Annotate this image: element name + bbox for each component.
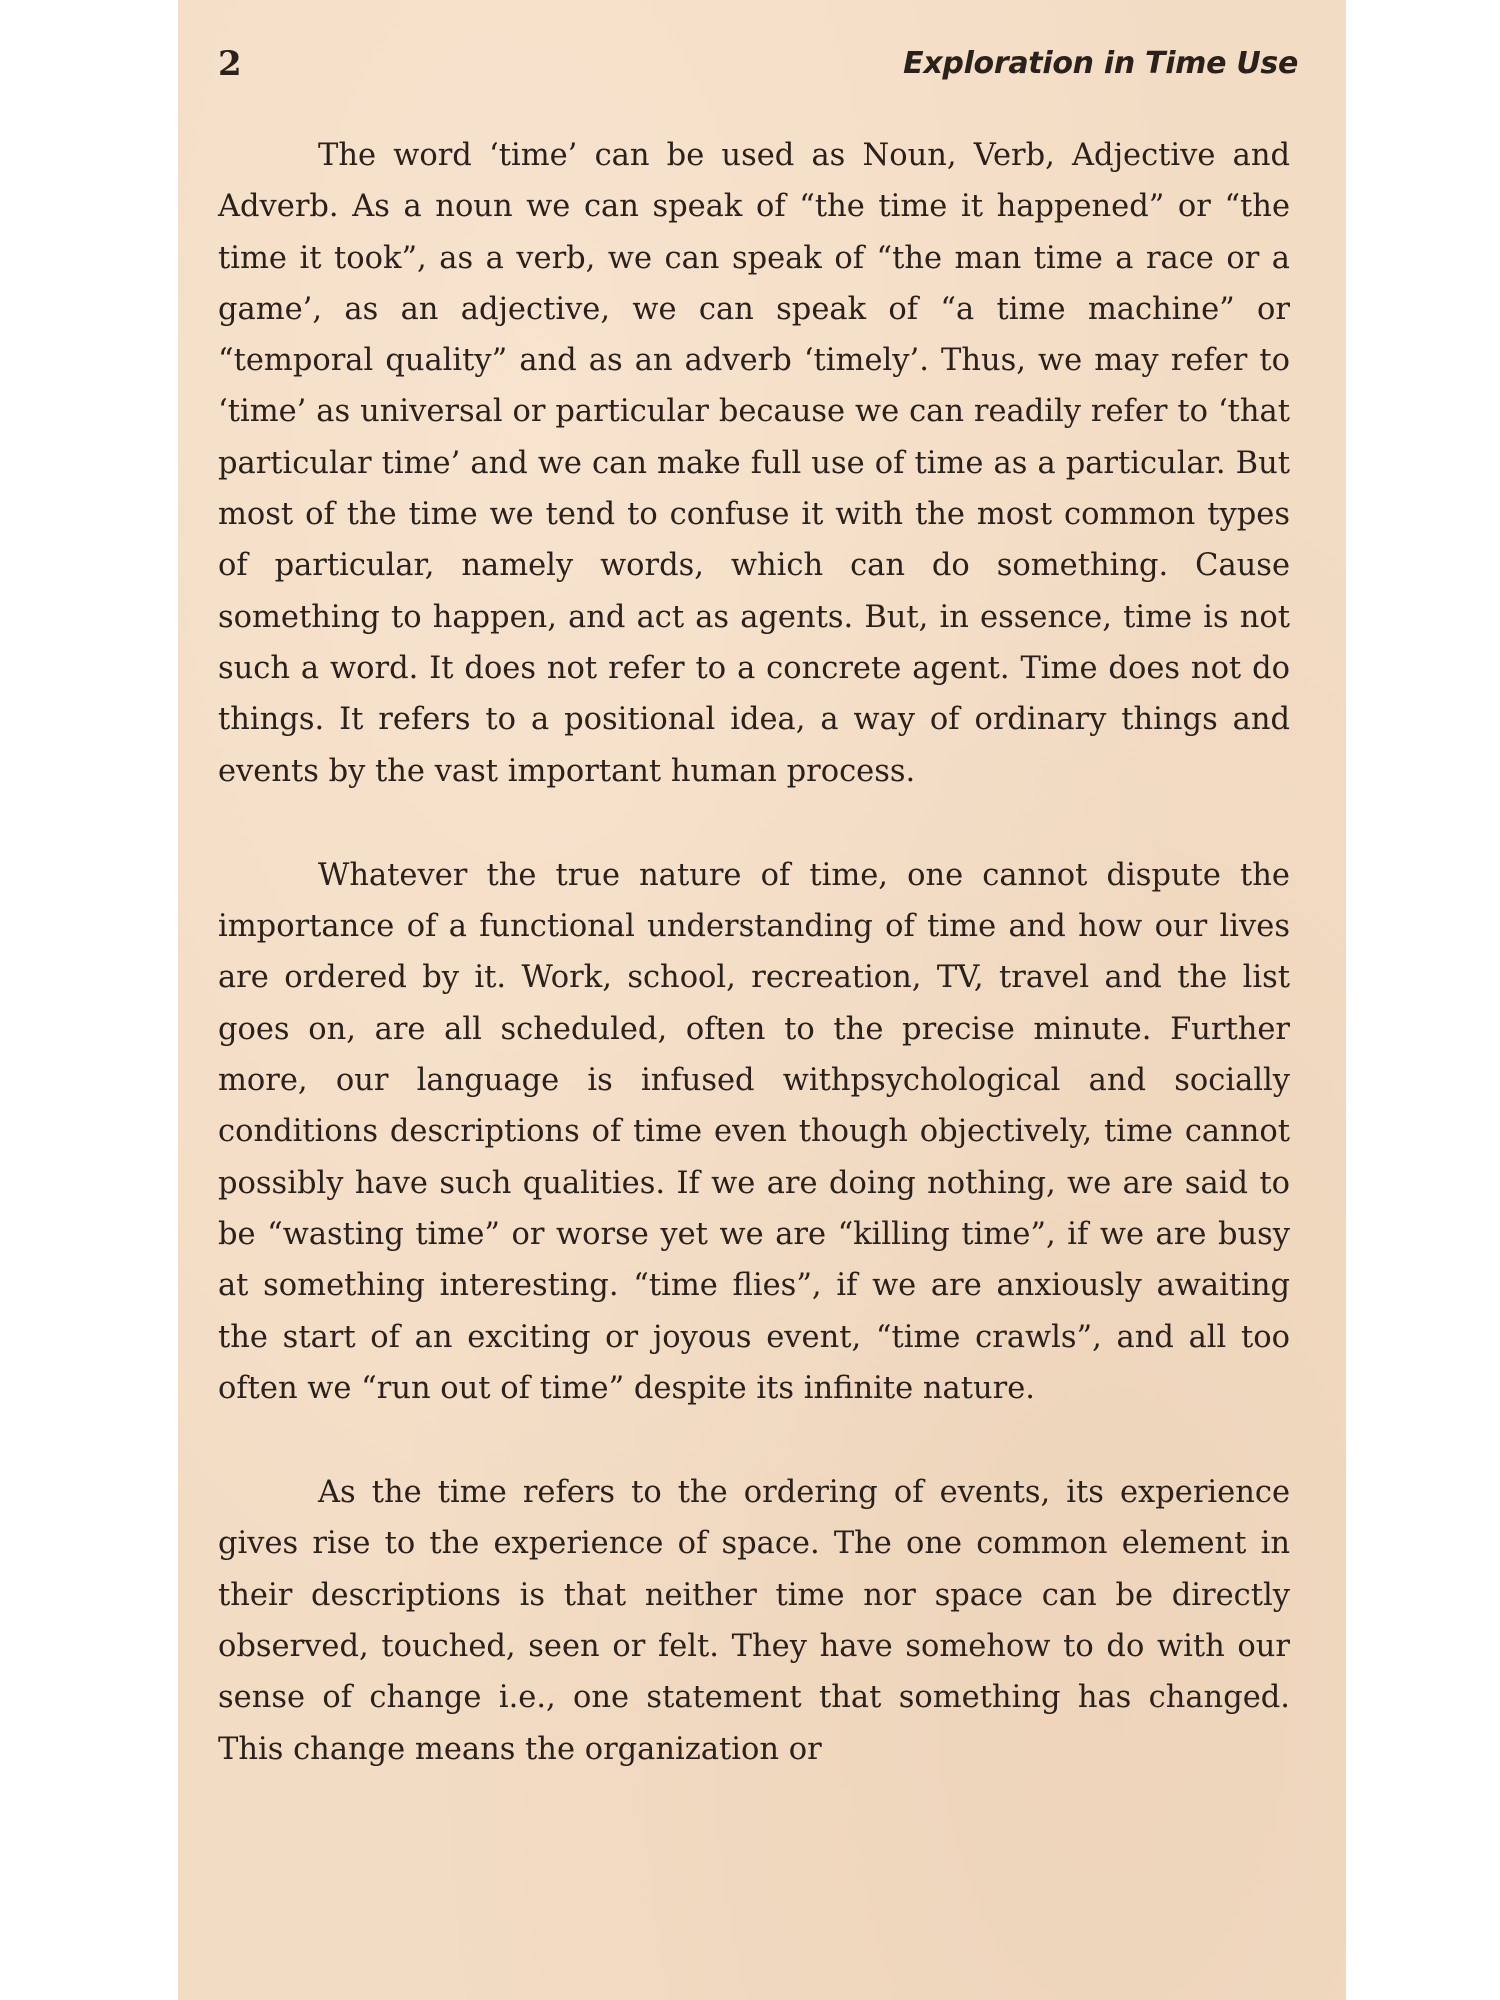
- paragraph-spacer: [218, 797, 1290, 850]
- page-header: [218, 44, 1298, 94]
- paragraph-spacer: [218, 1414, 1290, 1467]
- body-text: [218, 130, 1290, 1775]
- paragraph-3: As the time refers to the ordering of events, its experience gives rise to the experience of space. The one common element in their descriptions is that neither time nor space can be directly observed, touched, seen or felt. They have somehow to do with our sense of change i.e., one statement that something has changed. This change means the organization or: [218, 1475, 1290, 1767]
- book-page: [178, 0, 1346, 2000]
- paragraph-1: The word ‘time’ can be used as Noun, Verb, Adjective and Adverb. As a noun we can speak of “the time it happened” or “the time it took”, as a verb, we can speak of “the man time a race or a game’, as an adjective, we can speak of “a time machine” or “temporal quality” and as an adverb ‘timely’. Thus, we may refer to ‘time’ as universal or particular because we can readily refer to ‘that particular time’ and we can make full use of time as a particular. But most of the time we tend to confuse it with the most common types of particular, namely words, which can do something. Cause something to happen, and act as agents. But, in essence, time is not such a word. It does not refer to a concrete agent. Time does not do things. It refers to a positional idea, a way of ordinary things and events by the vast important human process.: [218, 138, 1290, 789]
- paragraph-2: Whatever the true nature of time, one cannot dispute the importance of a functional understanding of time and how our lives are ordered by it. Work, school, recreation, TV, travel and the list goes on, are all scheduled, often to the precise minute. Further more, our language is infused withpsychological and socially conditions descriptions of time even though objectively, time cannot possibly have such qualities. If we are doing nothing, we are said to be “wasting time” or worse yet we are “killing time”, if we are busy at something interesting. “time flies”, if we are anxiously awaiting the start of an exciting or joyous event, “time crawls”, and all too often we “run out of time” despite its infinite nature.: [218, 857, 1290, 1406]
- running-title: Exploration in Time Use: [903, 46, 1298, 81]
- page-number: 2: [218, 44, 242, 84]
